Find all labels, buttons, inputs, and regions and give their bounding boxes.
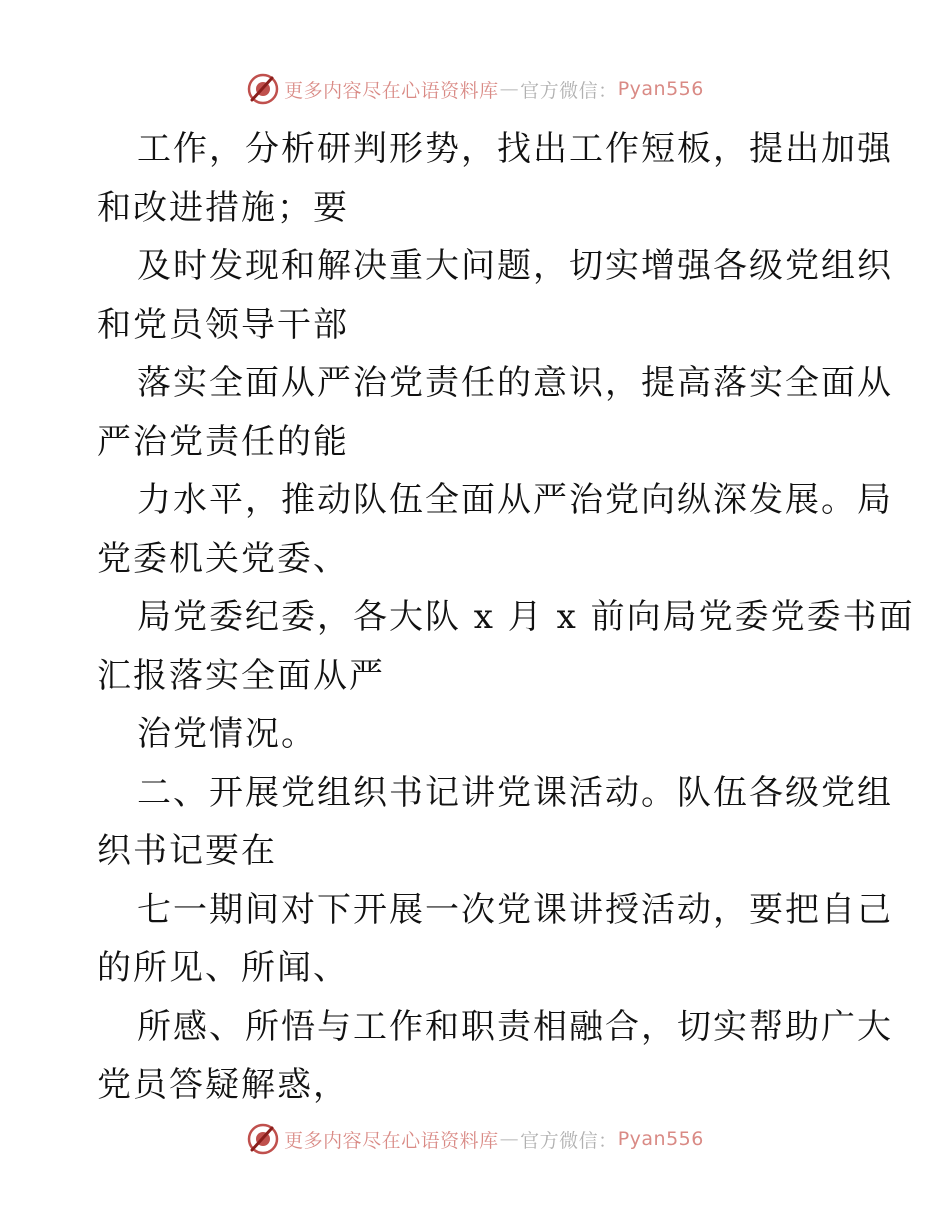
watermark-site-text: 更多内容尽在心语资料库 [284, 79, 499, 102]
logo-icon [246, 1122, 280, 1156]
header-watermark [0, 72, 950, 106]
text-line: 和党员领导干部 [97, 304, 349, 345]
text-line: 治党情况。 [137, 714, 317, 754]
watermark-wechat-label: 官方微信： [520, 79, 618, 102]
watermark-dash: — [499, 78, 520, 100]
text-line: 七一期间对下开展一次党课讲授活动，要把自己 [137, 889, 893, 930]
text-line: 力水平，推动队伍全面从严治党向纵深发展。局 [137, 480, 893, 520]
text-line: 汇报落实全面从严 [97, 655, 385, 696]
text-line: 和改进措施；要 [97, 187, 349, 228]
logo-icon [246, 72, 280, 106]
watermark-wechat-id: Pyan556 [617, 1128, 704, 1150]
text-line: 局党委纪委，各大队 x 月 x 前向局党委党委书面 [137, 597, 915, 637]
text-line: 二、开展党组织书记讲党课活动。队伍各级党组 [137, 772, 893, 813]
footer-watermark [0, 1122, 950, 1156]
text-line: 落实全面从严治党责任的意识，提高落实全面从 [137, 363, 893, 403]
watermark-dash: — [499, 1128, 520, 1150]
text-line: 的所见、所闻、 [97, 948, 349, 988]
document-body [97, 120, 915, 1115]
text-line: 党委机关党委、 [97, 538, 349, 579]
text-line: 严治党责任的能 [97, 421, 349, 462]
text-line: 党员答疑解惑， [97, 1065, 349, 1105]
watermark-wechat-id: Pyan556 [617, 78, 704, 100]
text-line: 所感、所悟与工作和职责相融合，切实帮助广大 [137, 1006, 893, 1047]
text-line: 织书记要在 [97, 831, 277, 871]
watermark-site-text: 更多内容尽在心语资料库 [284, 1129, 499, 1152]
watermark-wechat-label: 官方微信： [520, 1129, 618, 1152]
text-line: 工作，分析研判形势，找出工作短板，提出加强 [137, 129, 893, 169]
text-line: 及时发现和解决重大问题，切实增强各级党组织 [137, 246, 893, 286]
